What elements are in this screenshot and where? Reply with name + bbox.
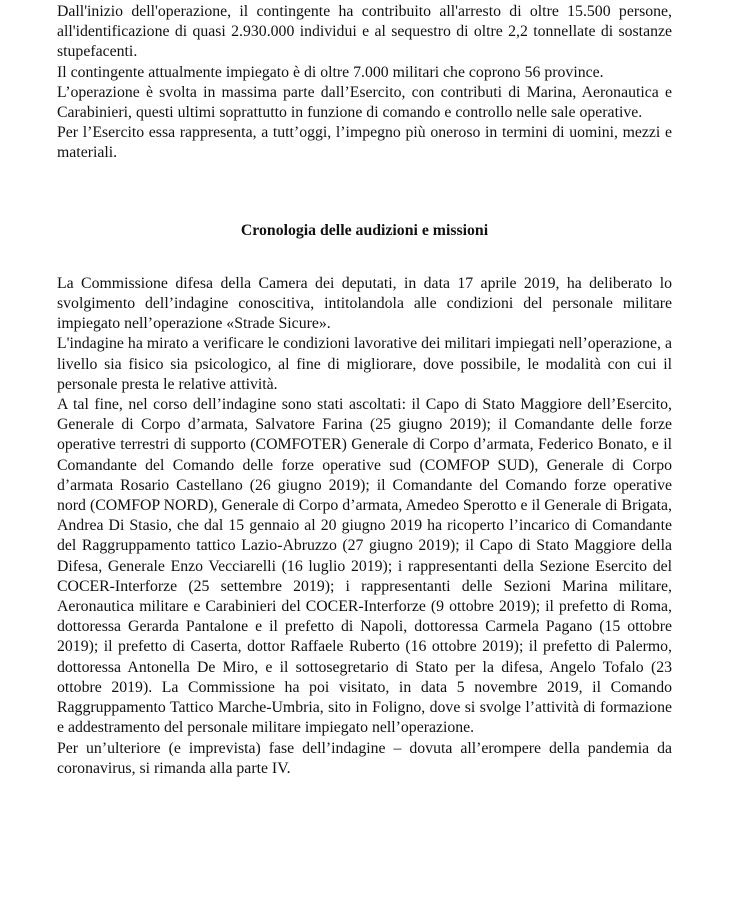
intro-paragraph-army-commitment: Per l’Esercito essa rappresenta, a tutt’oggi, l’impegno più oneroso in termini di uomini, mezzi e materiali. <box>57 124 672 162</box>
chronology-section <box>57 274 672 779</box>
intro-paragraph-contingent: Il contingente attualmente impiegato è di oltre 7.000 militari che coprono 56 province. <box>57 63 604 81</box>
chronology-paragraph-hearings: A tal fine, nel corso dell’indagine sono stati ascoltati: il Capo di Stato Maggiore dell’Esercito, Generale di Corpo d’armata, Salvatore Farina (25 giugno 2019); il Comandante delle forze operative terrestri di supporto (COMFOTER) Generale di Corpo d’armata, Federico Bonato, e il Comandante del Comando delle forze operative sud (COMFOP SUD), Generale di Corpo d’armata Rosario Castellano (26 giugno 2019); il Comandante del Comando forze operative nord (COMFOP NORD), Generale di Corpo d’armata, Amedeo Sperotto e il Generale di Brigata, Andrea Di Stasio, che dal 15 gennaio al 20 giugno 2019 ha ricoperto l’incarico di Comandante del Raggruppamento tattico Lazio-Abruzzo (27 giugno 2019); il Capo di Stato Maggiore della Difesa, Generale Enzo Vecciarelli (16 luglio 2019); i rappresentanti della Sezione Esercito del COCER-Interforze (25 settembre 2019); i rappresentanti delle Sezioni Marina militare, Aeronautica militare e Carabinieri del COCER-Interforze (9 ottobre 2019); il prefetto di Roma, dottoressa Gerarda Pantalone e il prefetto di Napoli, dottoressa Carmela Pagano (15 ottobre 2019); il prefetto di Caserta, dottor Raffaele Ruberto (16 ottobre 2019); il prefetto di Palermo, dottoressa Antonella De Miro, e il sottosegretario di Stato per la difesa, Angelo Tofalo (23 ottobre 2019). La Commissione ha poi visitato, in data 5 novembre 2019, il Comando Raggruppamento Tattico Marche-Umbria, sito in Foligno, dove si svolge l’attività di formazione e addestramento del personale militare impiegato nell’operazione. <box>57 396 672 737</box>
chronology-paragraph-pandemic: Per un’ulteriore (e imprevista) fase dell’indagine – dovuta all’erompere della pandemia da coronavirus, si rimanda alla parte IV. <box>57 739 672 777</box>
chronology-paragraph-deliberation: La Commissione difesa della Camera dei deputati, in data 17 aprile 2019, ha deliberato lo svolgimento dell’indagine conoscitiva, intitolandola alle condizioni del personale militare impiegato nell’operazione «Strade Sicure». <box>57 274 672 333</box>
intro-paragraph-forces: L’operazione è svolta in massima parte dall’Esercito, con contributi di Marina, Aeronautica e Carabinieri, questi ultimi soprattutto in funzione di comando e controllo nelle sale operative. <box>57 83 672 122</box>
intro-paragraph-arrests: Dall'inizio dell'operazione, il contingente ha contribuito all'arresto di oltre 15.500 persone, all'identificazione di quasi 2.930.000 individui e al sequestro di oltre 2,2 tonnellate di sostanze stupefacenti. <box>57 3 672 61</box>
section-heading: Cronologia delle audizioni e missioni <box>240 221 489 239</box>
intro-section <box>57 2 672 164</box>
document-page <box>57 0 672 779</box>
chronology-paragraph-aims: L'indagine ha mirato a verificare le condizioni lavorative dei militari impiegati nell’operazione, a livello sia fisico sia psicologico, al fine di migliorare, dove possibile, le modalità con cui il personale presta le relative attività. <box>57 335 672 393</box>
